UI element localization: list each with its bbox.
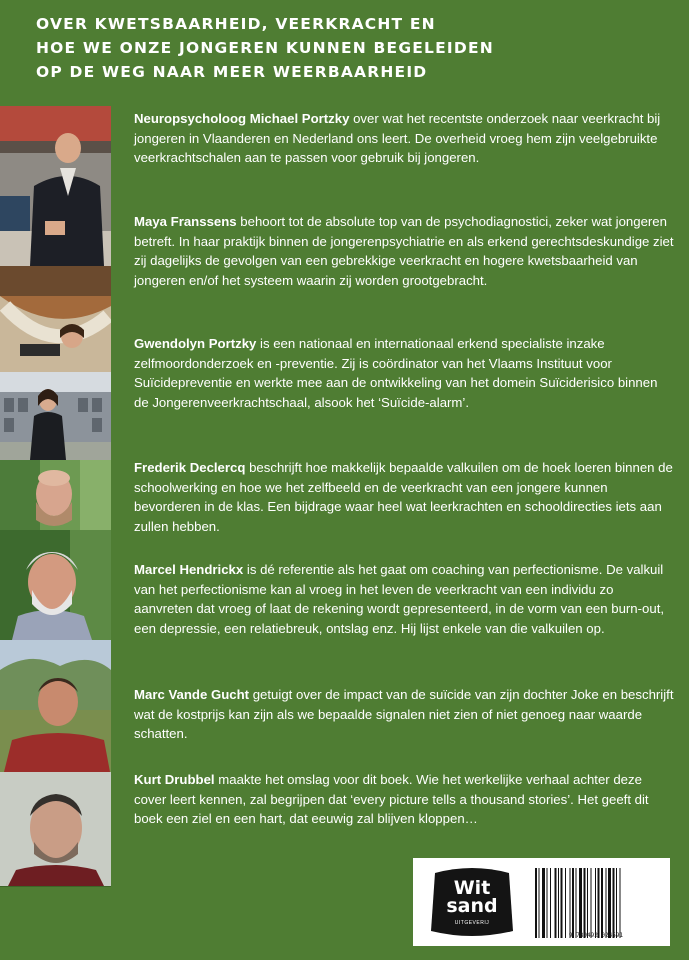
publisher-logo: [425, 865, 519, 939]
bio-frederik-declercq: [134, 458, 674, 536]
bio-marcel-hendrickx: [134, 560, 674, 638]
contributor-bio: beschrijft hoe makkelijk bepaalde valkuilen om de hoek loeren binnen de schoolwerking en hoe we het zelfbeeld en de veerkracht van een jongere kunnen bevorderen in de klas. Een bijdrage waar heel wat leerkrachten en schooldirecties iets aan zullen hebben.: [134, 460, 673, 534]
contributor-bio: behoort tot de absolute top van de psychodiagnostici, zeker wat jongeren betreft. In haar praktijk binnen de jongerenpsychiatrie en als erkend gerechtsdeskundige ziet zij dagelijks de gevolgen van een gebrekkige veerkracht en hogere kwetsbaarheid van jongeren en/of het systeem waarin zij worden grootgebracht.: [134, 214, 674, 288]
contributor-name: Marcel Hendrickx: [134, 562, 244, 577]
bio-maya-franssens: [134, 212, 674, 290]
contributor-bio: getuigt over de impact van de suïcide van zijn dochter Joke en beschrijft wat de kostprijs kan zijn als we bepaalde signalen niet zien of niet genoeg naar waarde schatten.: [134, 687, 674, 741]
contributor-name: Kurt Drubbel: [134, 772, 215, 787]
contributor-name: Frederik Declercq: [134, 460, 246, 475]
publisher-panel: [413, 858, 670, 946]
title-line-1: OVER KWETSBAARHEID, VEERKRACHT EN: [36, 15, 436, 33]
contributor-name: Marc Vande Gucht: [134, 687, 250, 702]
logo-subtitle: UITGEVERIJ: [454, 920, 490, 926]
logo-word-sand: sand: [446, 895, 498, 917]
bio-michael-portzky: [134, 109, 674, 168]
title-line-3: OP DE WEG NAAR MEER WEERBAARHEID: [36, 63, 428, 81]
portrait-michael-portzky: [0, 106, 111, 267]
barcode-graphic: [533, 868, 659, 938]
contributor-name: Maya Franssens: [134, 214, 237, 229]
portrait-kurt-drubbel: [0, 772, 111, 887]
contributor-bio: over wat het recentste onderzoek naar veerkracht bij jongeren in Vlaanderen en Nederland ons leert. De overheid vroeg hem zijn veelgebruikte veerkrachtschalen aan te passen voor gebruik bij jongeren.: [134, 111, 661, 165]
contributor-bio: maakte het omslag voor dit boek. Wie het werkelijke verhaal achter deze cover leert kennen, zal begrijpen dat ‘every picture tells a thousand stories’. Het geeft dit boek een ziel en een hart, dat eeuwig zal blijven kloppen…: [134, 772, 649, 826]
portrait-frederik-declercq: [0, 460, 111, 531]
contributor-bio: is een nationaal en internationaal erkend specialiste inzake zelfmoordonderzoek en -preventie. Zij is coördinator van het Vlaams Instituut voor Suïcidepreventie en werkte mee aan de ontwikkeling van het domein Suïciderisico binnen de Jongerenveerkrachtschaal, alsook het ‘Suïcide-alarm’.: [134, 336, 658, 410]
portrait-marcel-hendrickx: [0, 530, 111, 641]
contributor-bio: is dé referentie als het gaat om coaching van perfectionisme. De valkuil van het perfectionisme kan al vroeg in het leven de veerkracht van een individu zo aanvreten dat vroeg of laat de rekening wordt gepresenteerd, in de vorm van een burn-out, een depressie, een relatiebreuk, ontslag enz. Hij lijst enkele van die valkuilen op.: [134, 562, 665, 636]
bio-gwendolyn-portzky: [134, 334, 674, 412]
title-line-2: HOE WE ONZE JONGEREN KUNNEN BEGELEIDEN: [36, 39, 494, 57]
barcode-number: 9 789492 024591: [568, 932, 624, 939]
contributor-name: Neuropsycholoog Michael Portzky: [134, 111, 350, 126]
portrait-maya-franssens: [0, 266, 111, 373]
portrait-marc-vande-gucht: [0, 640, 111, 773]
bio-marc-vande-gucht: [134, 685, 674, 744]
logo-word-wit: Wit: [453, 877, 491, 899]
bio-kurt-drubbel: [134, 770, 674, 829]
contributor-name: Gwendolyn Portzky: [134, 336, 257, 351]
cover-title: [36, 12, 676, 84]
portrait-gwendolyn-portzky: [0, 372, 111, 461]
